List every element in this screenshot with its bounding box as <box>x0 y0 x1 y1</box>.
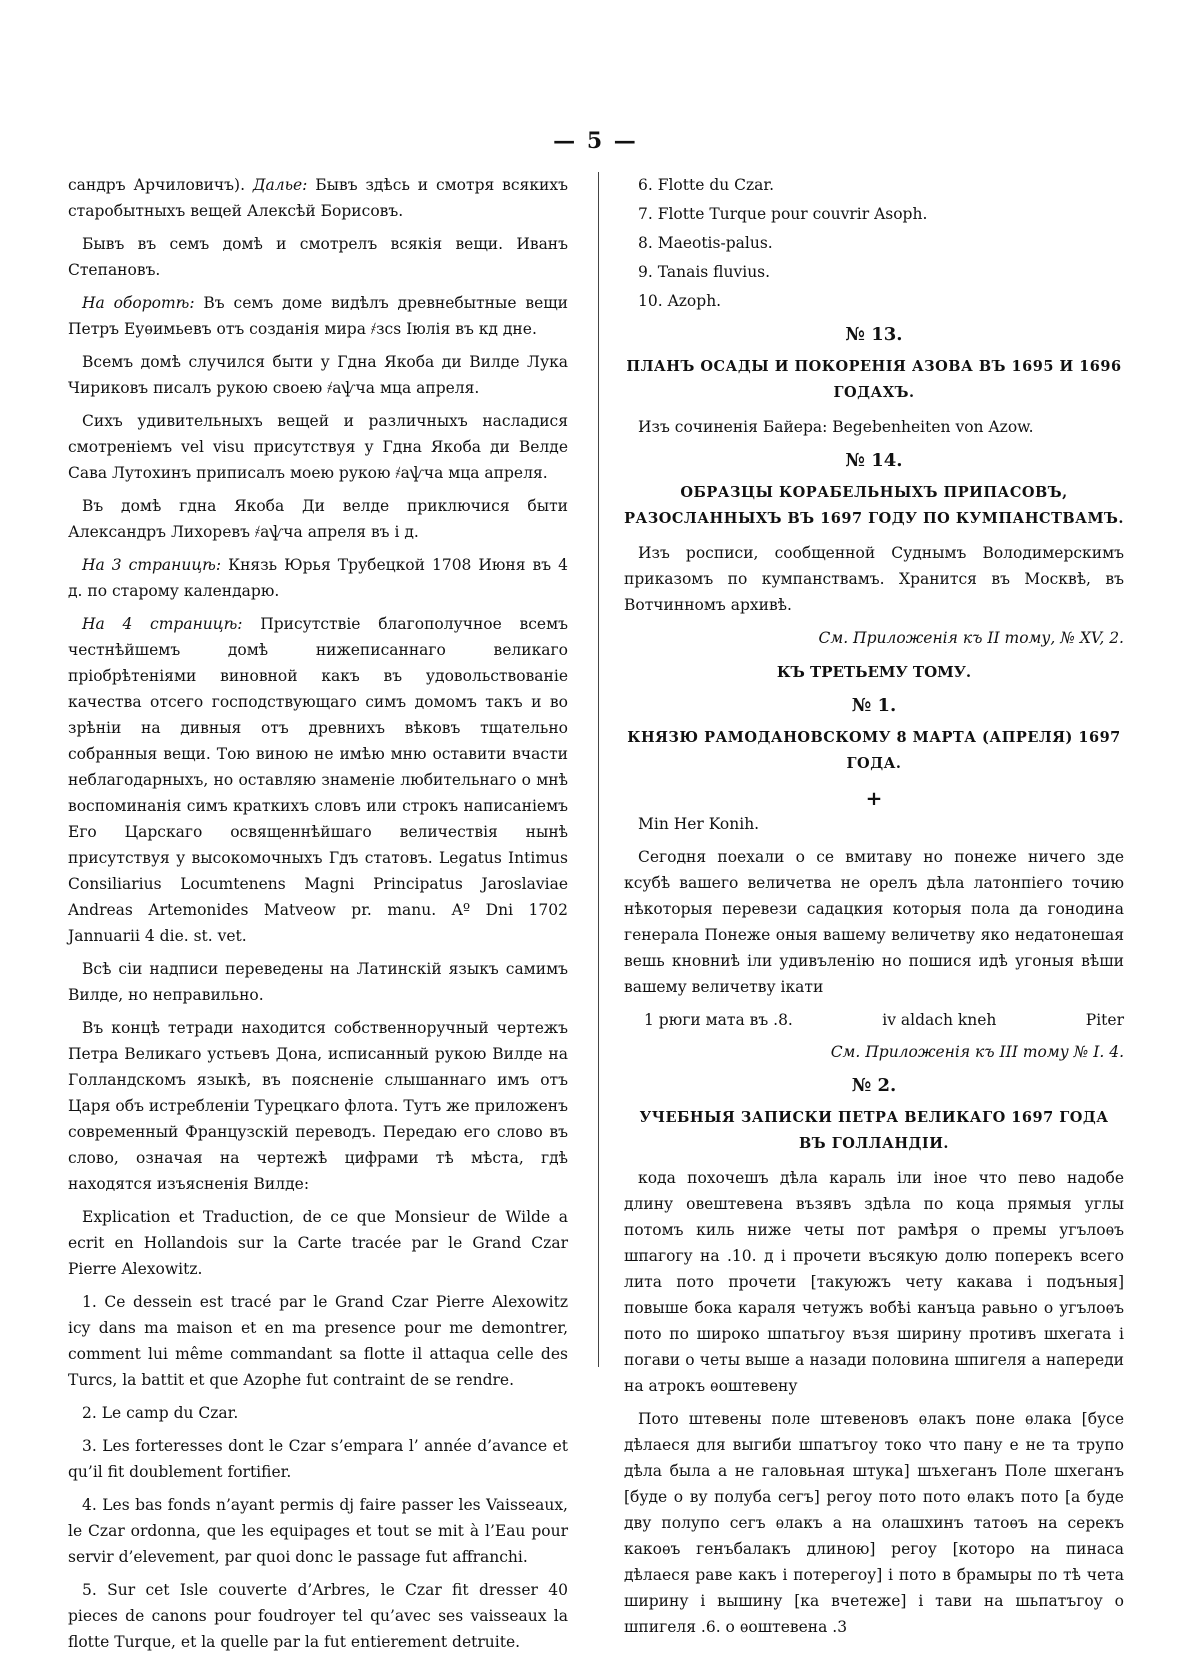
label: Далье: <box>252 176 308 194</box>
label: На 3 страницѣ: <box>82 556 222 574</box>
paragraph: Въ домѣ гдна Якоба Ди велде приключися быти Александръ Лихоревъ ҂аѱча апреля въ і д. <box>68 497 568 541</box>
list-item: 8. Maeotis-palus. <box>638 234 773 252</box>
cross-icon: + <box>865 786 883 810</box>
section-title: КНЯЗЮ РАМОДАНОВСКОМУ 8 МАРТА (АПРЕЛЯ) 1697 ГОДА. <box>627 729 1121 772</box>
section-number: № 2. <box>851 1075 897 1096</box>
cross-reference: См. Приложенія къ III тому № I. 4. <box>830 1043 1124 1061</box>
paragraph <box>68 611 568 949</box>
paragraph: 5. Sur cet Isle couverte d’Arbres, le Czar fit dresser 40 pieces de canons pour foudroyer tel qu’avec ses vaisseaux la flotte Turque, et la quelle par la fut entierement detruite. <box>68 1581 568 1651</box>
signature-date: 1 рюги мата въ .8. <box>644 1011 793 1029</box>
text: Присутствіе благополучное всемъ честнѣйшемъ домѣ нижеписаннаго великаго пріобрѣтеніями виновной какъ въ удовольствованіе качества отсего господствующаго симъ домомъ такъ и во зрѣніи на дивныя отъ древнихъ вѣковъ тщательно собранныя вещи. Тою виною не имѣю мню оставити вчасти неблагодарныхъ, но оставляю знаменіе любительнаго о мнѣ воспоминанія симъ краткихъ словъ или строкъ написаніемъ Его Царскаго освященнѣйшаго величествія нынѣ присутствуя у высокомочныхъ Гдъ статовъ. Legatus Intimus Consiliarius Locumtenens Magni Principatus Jaroslaviae Andreas Artemonides Matveow pr. manu. Aº Dni 1702 Jannuarii 4 die. st. vet. <box>68 615 568 945</box>
notes-paragraph: Пото штевены поле штевеновъ ѳлакъ поне ѳлака [бусе дѣлаеся для выгиби шпатъгоу токо что пану е не та трупо дѣла была а не галовьная штука] шъхеганъ Поле шхеганъ [буде о ву полуба сегъ] регоу пото пото ѳлакъ пото [а буде дву полупо сегъ ѳлакъ а на олашхинъ татоѳъ на серекъ какоѳъ генъбалакъ длиною] регоу [которо на пинаса дѣлаеся раве какъ і потерегоу] і пото в брамыры по тѣ чета ширину і вышину [ка вчетеже] і тави на шьпатъгоу о шпигеля .6. о ѳоштевена .3 <box>624 1410 1124 1636</box>
list-item: 6. Flotte du Czar. <box>638 176 775 194</box>
list-item: 7. Flotte Turque pour couvrir Asoph. <box>638 205 928 223</box>
section-title: ПЛАНЪ ОСАДЫ И ПОКОРЕНІЯ АЗОВА ВЪ 1695 И 1696 ГОДАХЪ. <box>626 358 1122 401</box>
paragraph: 2. Le camp du Czar. <box>82 1404 239 1422</box>
paragraph <box>68 552 568 604</box>
left-column <box>68 172 568 1662</box>
paragraph: 3. Les forteresses dont le Czar s’empara l’ année d’avance et qu’il fit doublement fortifier. <box>68 1437 568 1481</box>
list-item: 10. Azoph. <box>638 292 722 310</box>
cross-reference: См. Приложенія къ II тому, № XV, 2. <box>818 629 1124 647</box>
section-number: № 13. <box>845 324 903 345</box>
paragraph: Сихъ удивительныхъ вещей и различныхъ насладися смотреніемъ vel visu присутствуя у Гдна Якоба ди Велде Сава Лутохинъ приписалъ моею рукою ҂аѱча мца апреля. <box>68 412 568 482</box>
text: Князь Юрья Трубецкой 1708 Июня въ 4 д. по старому календарю. <box>68 556 569 600</box>
letter-signature <box>644 1007 1124 1033</box>
right-column <box>624 172 1124 1647</box>
text: Въ семъ доме видѣлъ древнебытные вещи Петръ Еуѳимьевъ отъ созданія мира ҂зсѕ Іюлія въ кд дне. <box>68 294 568 338</box>
paragraph: Всемъ домѣ случился быти у Гдна Якоба ди Вилде Лука Чириковъ писалъ рукою своею ҂аѱча мца апреля. <box>68 353 568 397</box>
paragraph: Всѣ сіи надписи переведены на Латинскій языкъ самимъ Вилде, но неправильно. <box>68 960 568 1004</box>
letter-greeting: Min Her Konih. <box>638 815 760 833</box>
paragraph: Въ концѣ тетради находится собственноручный чертежъ Петра Великаго устьевъ Дона, исписанный рукою Вилде на Голландскомъ языкѣ, въ поясненіе слышаннаго имъ отъ Царя объ истребленіи Турецкаго флота. Тутъ же приложенъ современный Французскій переводъ. Передаю его слово въ слово, означая на чертежѣ цифрами тѣ мѣста, гдѣ находятся изъясненія Вилде: <box>68 1019 568 1193</box>
section-title: ОБРАЗЦЫ КОРАБЕЛЬНЫХЪ ПРИПАСОВЪ, РАЗОСЛАННЫХЪ ВЪ 1697 ГОДУ ПО КУМПАНСТВАМЪ. <box>624 484 1124 527</box>
text: Бывъ здѣсь и смотря всякихъ старобытныхъ вещей Алексѣй Борисовъ. <box>68 176 568 220</box>
volume-heading: КЪ ТРЕТЬЕМУ ТОМУ. <box>776 663 972 681</box>
paragraph: Explication et Traduction, de ce que Monsieur de Wilde a ecrit en Hollandois sur la Carte tracée par le Grand Czar Pierre Alexowitz. <box>68 1208 568 1278</box>
section-number: № 14. <box>845 450 903 471</box>
letter-body: Сегодня поехали о се вмитаву но понеже ничего зде ксубѣ вашего величетва не орелъ дѣла латонпіего точию нѣкоторыя перевези садацкия которыя пола да гонодина генерала Понеже оныя вашему величетву яко недатонешая вешь кновниѣ іли удивъленію но пошися идѣ угоныя вѣши вашему величетву ікати <box>624 848 1124 996</box>
paragraph: Бывъ въ семъ домѣ и смотрелъ всякія вещи. Иванъ Степановъ. <box>68 235 568 279</box>
source-note: Изъ росписи, сообщенной Суднымъ Володимерскимъ приказомъ по кумпанствамъ. Хранится въ Москвѣ, въ Вотчинномъ архивѣ. <box>624 544 1124 614</box>
notes-paragraph: кода похочешъ дѣла караль іли іное что пево надобе длину овештевена възявъ здѣла по коца прямыя углы потомъ киль ниже четы пот рамѣря о премы угълоѳъ шпагогу на .10. д і прочети въсякую долю поперекъ всего лита пото прочети [такуюжъ чету какава і подъныя] повыше бока караля четужъ вобѣі канъца равьно о угълоѳъ пото по широко шпатьгоу възя ширину противъ шхегата і погави о четы выше а назади половина шпигеля а напереди на атрокъ ѳоштевену <box>624 1169 1124 1395</box>
signature-name: Piter <box>1085 1011 1124 1029</box>
list-item: 9. Tanais fluvius. <box>638 263 771 281</box>
section-number: № 1. <box>851 695 897 716</box>
label: На 4 страницѣ: <box>82 615 243 633</box>
column-divider <box>598 172 599 1367</box>
paragraph: 1. Ce dessein est tracé par le Grand Czar Pierre Alexowitz icy dans ma maison et en ma presence pour me demontrer, comment lui même commandant sa flotte il attaqua celle des Turcs, la battit et que Azophe fut contraint de se rendre. <box>68 1293 568 1389</box>
section-title: УЧЕБНЫЯ ЗАПИСКИ ПЕТРА ВЕЛИКАГО 1697 ГОДА ВЪ ГОЛЛАНДІИ. <box>639 1109 1109 1152</box>
paragraph <box>68 290 568 342</box>
paragraph <box>68 172 568 224</box>
label: На оборотѣ: <box>82 294 195 312</box>
page-number: — 5 — <box>553 128 638 154</box>
signature-text: iv aldach kneh <box>882 1011 997 1029</box>
source-note: Изъ сочиненія Байера: Begebenheiten von Azow. <box>638 418 1034 436</box>
text: сандръ Арчиловичъ). <box>68 176 245 194</box>
paragraph: 4. Les bas fonds n’ayant permis dj faire passer les Vaisseaux, le Czar ordonna, que les equipages et tout se mit à l’Eau pour servir d’elevement, par quoi donc le passage fut affranchi. <box>68 1496 568 1566</box>
